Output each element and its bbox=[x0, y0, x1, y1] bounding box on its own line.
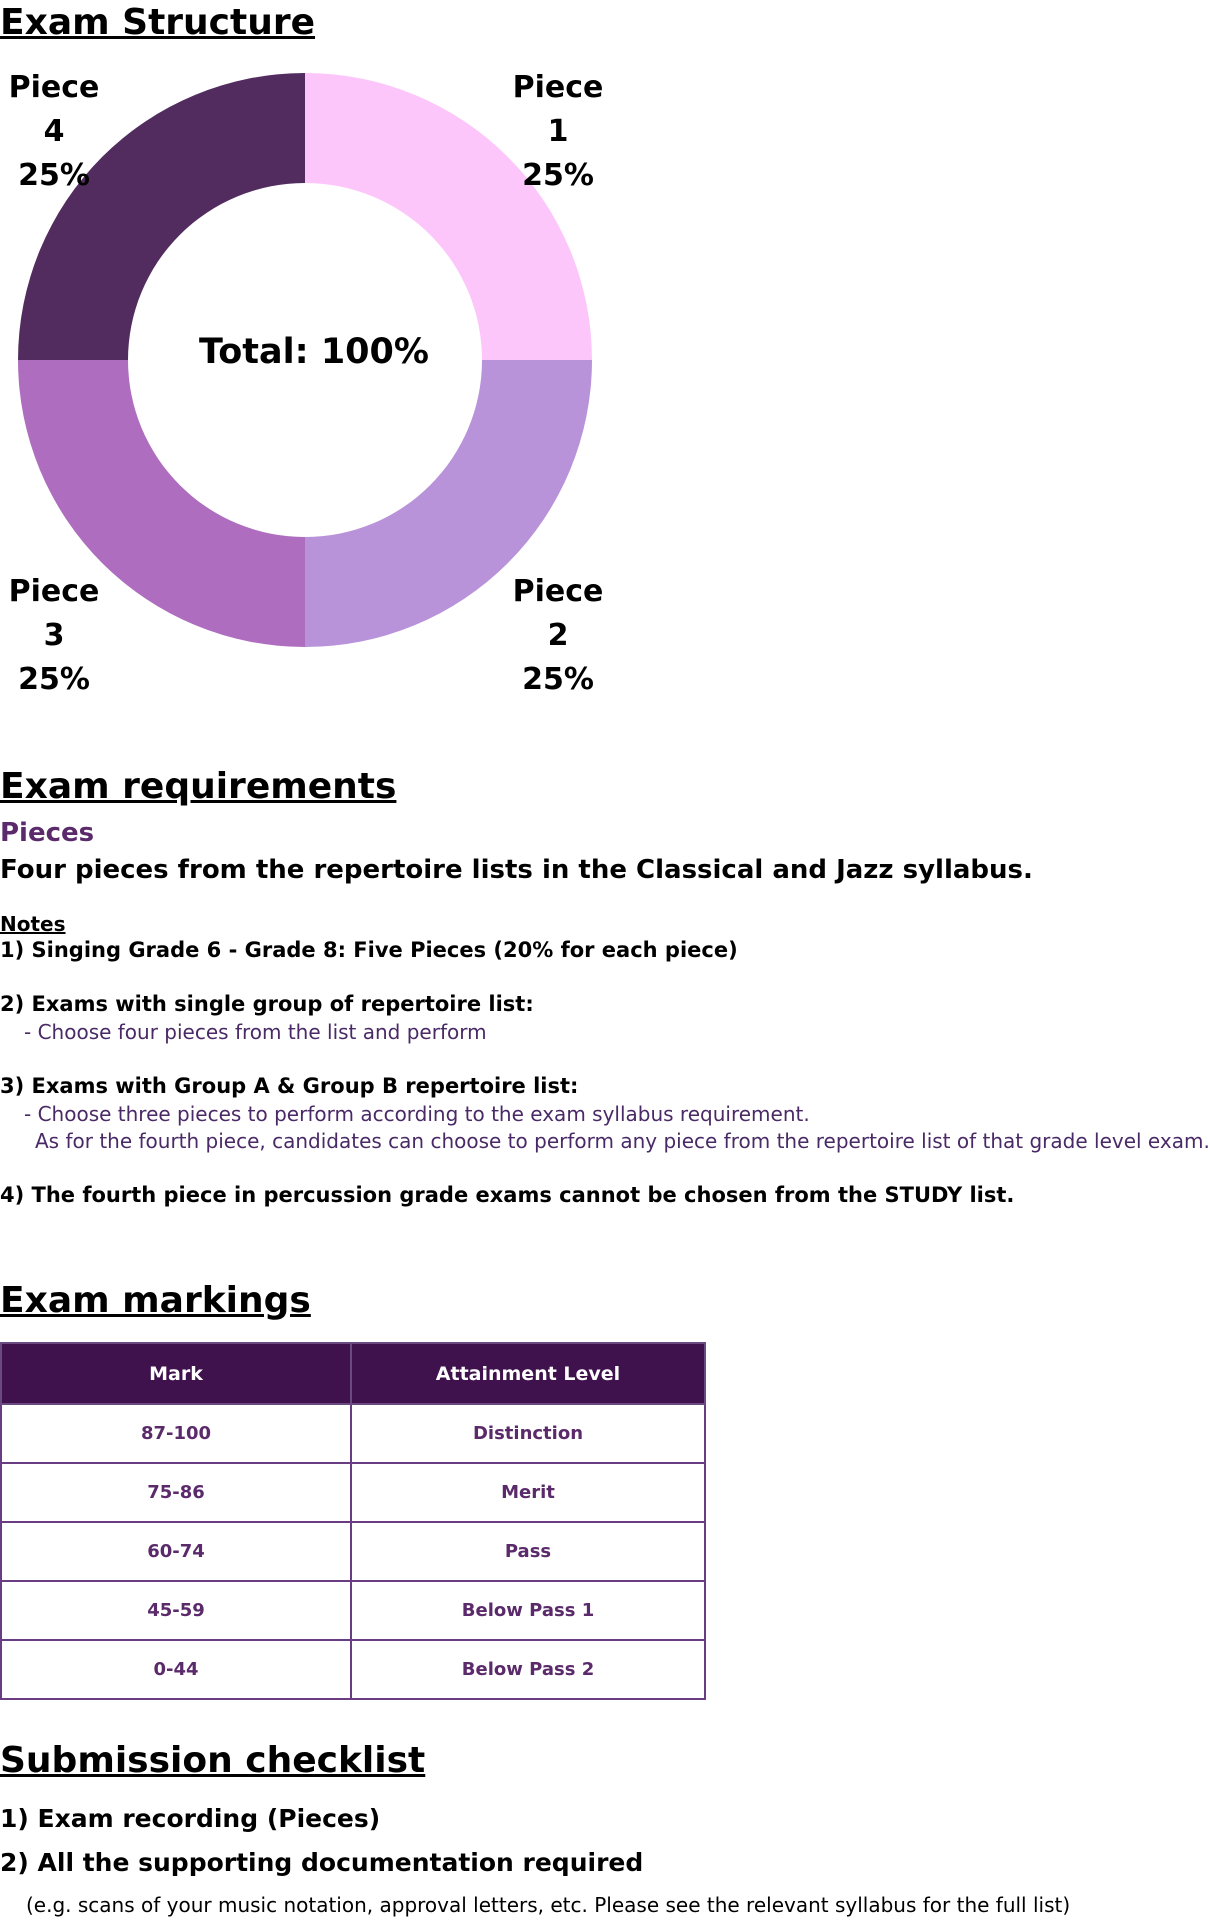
exam-structure-heading: Exam Structure bbox=[0, 2, 316, 43]
slice-name: Piece 2 bbox=[512, 574, 604, 653]
pieces-subtitle: Pieces bbox=[0, 818, 95, 848]
slice-name: Piece 1 bbox=[512, 70, 604, 149]
table-row bbox=[1, 1404, 705, 1463]
exam-markings-heading: Exam markings bbox=[0, 1280, 311, 1321]
level-cell: Distinction bbox=[351, 1404, 705, 1463]
chart-center-label: Total: 100% bbox=[199, 332, 429, 372]
slice-value: 25% bbox=[18, 158, 90, 193]
table-row bbox=[1, 1581, 705, 1640]
note-3: 3) Exams with Group A & Group B repertoire list: bbox=[0, 1074, 579, 1098]
checklist-item-1: 1) Exam recording (Pieces) bbox=[0, 1804, 381, 1833]
mark-cell: 87-100 bbox=[1, 1404, 351, 1463]
mark-cell: 75-86 bbox=[1, 1463, 351, 1522]
slice-label-piece-3 bbox=[0, 570, 114, 702]
level-cell: Merit bbox=[351, 1463, 705, 1522]
note-2: 2) Exams with single group of repertoire list: bbox=[0, 992, 534, 1016]
slice-label-piece-2 bbox=[498, 570, 618, 702]
header-mark: Mark bbox=[1, 1343, 351, 1404]
slice-label-piece-1 bbox=[498, 66, 618, 198]
note-3-detail-1: - Choose three pieces to perform according to the exam syllabus requirement. bbox=[24, 1102, 810, 1126]
mark-cell: 45-59 bbox=[1, 1581, 351, 1640]
note-4: 4) The fourth piece in percussion grade exams cannot be chosen from the STUDY list. bbox=[0, 1183, 1015, 1207]
requirements-summary: Four pieces from the repertoire lists in the Classical and Jazz syllabus. bbox=[0, 855, 1033, 885]
exam-structure-chart bbox=[0, 60, 620, 697]
table-row bbox=[1, 1463, 705, 1522]
table-row bbox=[1, 1522, 705, 1581]
slice-name: Piece 4 bbox=[8, 70, 100, 149]
slice-name: Piece 3 bbox=[8, 574, 100, 653]
slice-value: 25% bbox=[522, 662, 594, 697]
submission-checklist-heading: Submission checklist bbox=[0, 1740, 426, 1781]
note-2-detail: - Choose four pieces from the list and perform bbox=[24, 1020, 487, 1044]
level-cell: Below Pass 1 bbox=[351, 1581, 705, 1640]
markings-table bbox=[0, 1342, 706, 1700]
notes-heading: Notes bbox=[0, 912, 66, 936]
exam-requirements-heading: Exam requirements bbox=[0, 766, 397, 807]
slice-value: 25% bbox=[18, 662, 90, 697]
note-3-detail-2: As for the fourth piece, candidates can choose to perform any piece from the repertoire list of that grade level exam. bbox=[35, 1129, 1210, 1153]
table-row bbox=[1, 1640, 705, 1699]
note-1: 1) Singing Grade 6 - Grade 8: Five Pieces (20% for each piece) bbox=[0, 938, 738, 962]
mark-cell: 0-44 bbox=[1, 1640, 351, 1699]
checklist-item-2-detail: (e.g. scans of your music notation, approval letters, etc. Please see the relevant syllabus for the full list) bbox=[26, 1893, 1071, 1917]
slice-label-piece-4 bbox=[0, 66, 114, 198]
checklist-item-2: 2) All the supporting documentation required bbox=[0, 1848, 644, 1877]
level-cell: Pass bbox=[351, 1522, 705, 1581]
header-attainment-level: Attainment Level bbox=[351, 1343, 705, 1404]
mark-cell: 60-74 bbox=[1, 1522, 351, 1581]
slice-value: 25% bbox=[522, 158, 594, 193]
level-cell: Below Pass 2 bbox=[351, 1640, 705, 1699]
table-header-row bbox=[1, 1343, 705, 1404]
